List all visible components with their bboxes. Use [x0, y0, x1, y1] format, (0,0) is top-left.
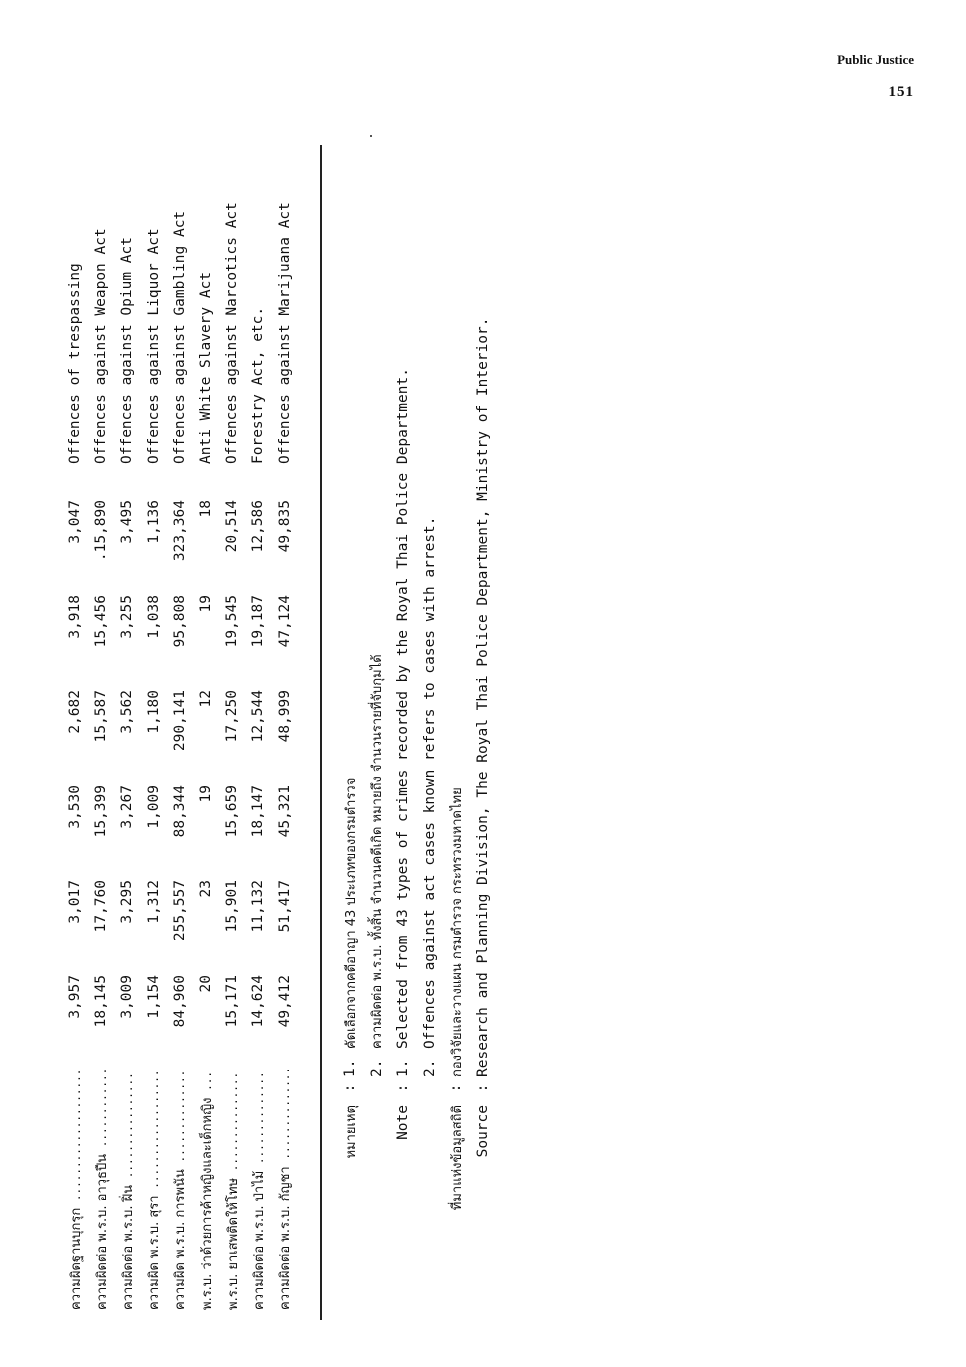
- cell-value: 3,918: [67, 595, 84, 639]
- english-note-1: Note : 1. Selected from 43 types of crimes recorded by the Royal Thai Police Department.: [390, 318, 417, 1256]
- cell-value: 11,132: [250, 880, 267, 933]
- thai-label: ความผิดต่อ พ.ร.บ. ฝิ่น .....: [117, 1070, 138, 1310]
- thai-label: ความผิดต่อ พ.ร.บ. ป่าไม้ .....: [248, 1070, 269, 1310]
- cell-value: 15,659: [224, 785, 241, 838]
- cell-value: 3,009: [119, 975, 136, 1019]
- english-note-label: Note: [395, 1105, 412, 1140]
- thai-source: ที่มาแห่งข้อมูลสถิติ : กองวิจัยและวางแผน กรมตำรวจ กระทรวงมหาดไทย: [443, 318, 470, 1256]
- cell-value: 20: [198, 975, 215, 993]
- english-label: Offences against Marijuana Act: [276, 202, 293, 464]
- table-row: [167, 134, 193, 1310]
- cell-value: 3,495: [119, 500, 136, 544]
- note-text: Selected from 43 types of crimes recorded by the Royal Thai Police Department.: [395, 368, 412, 1049]
- note-text: คัดเลือกจากคดีอาญา 43 ประเภทของกรมตำรวจ: [343, 777, 359, 1049]
- cell-value: 14,624: [250, 975, 267, 1028]
- english-label: Offences against Weapon Act: [93, 228, 110, 464]
- table-row: [193, 134, 219, 1310]
- cell-value: 49,412: [276, 975, 293, 1028]
- thai-note-label: หมายเหตุ: [343, 1105, 359, 1159]
- cell-value: 18: [198, 500, 215, 518]
- cell-value: 23: [198, 880, 215, 898]
- cell-value: .15,890: [93, 500, 110, 562]
- table-row: [245, 134, 271, 1310]
- cell-value: 3,957: [67, 975, 84, 1019]
- cell-value: 49,835: [276, 500, 293, 553]
- cell-value: 19: [198, 595, 215, 613]
- english-note-2: 2. Offences against act cases known refers to cases with arrest.: [421, 516, 438, 1077]
- cell-value: 17,250: [224, 690, 241, 743]
- page-number: 151: [888, 84, 914, 100]
- thai-label: ความผิดฐานบุกรุก .....: [65, 1070, 86, 1310]
- page-header: [837, 52, 914, 101]
- english-label: Offences against Narcotics Act: [224, 202, 241, 464]
- english-label: Offences of trespassing: [67, 263, 84, 464]
- notes-block: [337, 318, 496, 1256]
- rotated-table-block: [62, 145, 542, 1320]
- cell-value: 12,544: [250, 690, 267, 743]
- cell-value: 3,562: [119, 690, 136, 734]
- thai-label: ความผิดต่อ พ.ร.บ. กัญชา .....: [274, 1070, 295, 1310]
- cell-value: 15,901: [224, 880, 241, 933]
- cell-value: 1,312: [145, 880, 162, 924]
- cell-value: 1,180: [145, 690, 162, 734]
- cell-value: 45,321: [276, 785, 293, 838]
- thai-note-1: หมายเหตุ : 1. คัดเลือกจากคดีอาญา 43 ประเภทของกรมตำรวจ: [337, 318, 364, 1256]
- cell-value: 48,999: [276, 690, 293, 743]
- table-row: [114, 134, 140, 1310]
- english-label: Forestry Act, etc.: [250, 306, 267, 464]
- cell-value: 1,009: [145, 785, 162, 829]
- cell-value: 19,187: [250, 595, 267, 648]
- cell-value: 19: [198, 785, 215, 803]
- table-row: [272, 134, 298, 1310]
- cell-value: 290,141: [171, 690, 188, 752]
- table-row: [62, 134, 88, 1310]
- thai-source-label: ที่มาแห่งข้อมูลสถิติ: [449, 1105, 465, 1211]
- english-source-label: Source: [474, 1105, 491, 1158]
- cell-value: 88,344: [171, 785, 188, 838]
- cell-value: 323,364: [171, 500, 188, 562]
- source-text: กองวิจัยและวางแผน กรมตำรวจ กระทรวงมหาดไทย: [449, 787, 465, 1077]
- cell-value: 3,295: [119, 880, 136, 924]
- cell-value: 1,136: [145, 500, 162, 544]
- cell-value: 12: [198, 690, 215, 708]
- table-row: [219, 134, 245, 1310]
- english-label: Anti White Slavery Act: [198, 271, 215, 464]
- thai-label: ความผิด พ.ร.บ. สุรา .....: [143, 1070, 164, 1310]
- english-label: Offences against Gambling Act: [171, 210, 188, 464]
- thai-note-2: 2. ความผิดต่อ พ.ร.บ. ทั้งสิ้น จำนวนคดีเกิด หมายถึง จำนวนรายที่จับกุมได้: [364, 318, 391, 1256]
- cell-value: 15,399: [93, 785, 110, 838]
- thai-label: พ.ร.บ. ยาเสพติดให้โทษ .....: [222, 1070, 243, 1310]
- cell-value: 3,047: [67, 500, 84, 544]
- cell-value: 17,760: [93, 880, 110, 933]
- cell-value: 2,682: [67, 690, 84, 734]
- cell-value: 1,154: [145, 975, 162, 1019]
- cell-value: 12,586: [250, 500, 267, 553]
- cell-value: 255,557: [171, 880, 188, 942]
- cell-value: 3,255: [119, 595, 136, 639]
- cell-value: 15,587: [93, 690, 110, 743]
- cell-value: 15,456: [93, 595, 110, 648]
- cell-value: 1,038: [145, 595, 162, 639]
- cell-value: 15,171: [224, 975, 241, 1028]
- table-row: [141, 134, 167, 1310]
- english-label: Offences against Opium Act: [119, 237, 136, 464]
- speck: [370, 135, 372, 137]
- cell-value: 51,417: [276, 880, 293, 933]
- cell-value: 3,017: [67, 880, 84, 924]
- thai-label: ความผิดต่อ พ.ร.บ. อาวุธปืน .....: [91, 1070, 112, 1310]
- english-label: Offences against Liquor Act: [145, 228, 162, 464]
- english-source: Source : Research and Planning Division, The Royal Thai Police Department, Ministry of Interior.: [470, 318, 497, 1256]
- section-title: Public Justice: [837, 52, 914, 67]
- cell-value: 18,147: [250, 785, 267, 838]
- thai-label: ความผิด พ.ร.บ. การพนัน .....: [169, 1070, 190, 1310]
- cell-value: 3,530: [67, 785, 84, 829]
- cell-value: 20,514: [224, 500, 241, 553]
- cell-value: 3,267: [119, 785, 136, 829]
- note-text: Offences against act cases known refers to cases with arrest.: [421, 516, 438, 1049]
- cell-value: 84,960: [171, 975, 188, 1028]
- table-bottom-rule: [320, 145, 322, 1320]
- table-row: [88, 134, 114, 1310]
- thai-label: พ.ร.บ. ว่าด้วยการค้าหญิงและเด็กหญิง .....: [196, 1070, 217, 1310]
- cell-value: 47,124: [276, 595, 293, 648]
- cell-value: 19,545: [224, 595, 241, 648]
- cell-value: 95,808: [171, 595, 188, 648]
- note-text: ความผิดต่อ พ.ร.บ. ทั้งสิ้น จำนวนคดีเกิด หมายถึง จำนวนรายที่จับกุมได้: [370, 654, 386, 1049]
- cell-value: 18,145: [93, 975, 110, 1028]
- source-text: Research and Planning Division, The Royal Thai Police Department, Ministry of Interior.: [474, 317, 491, 1077]
- crime-table: [62, 134, 298, 1310]
